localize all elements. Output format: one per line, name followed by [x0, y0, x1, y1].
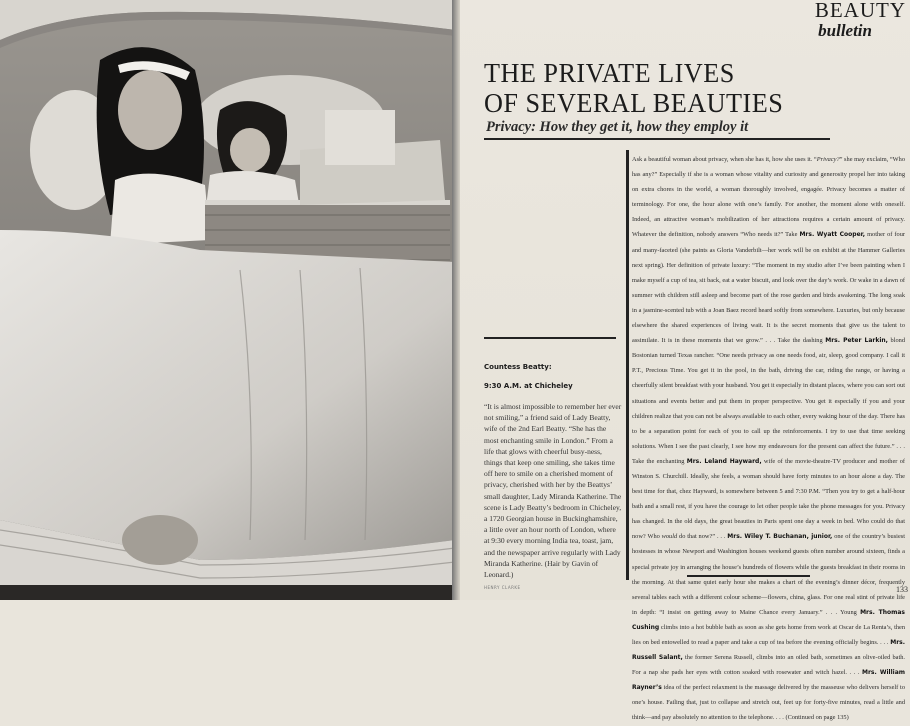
section-subtitle: bulletin [818, 21, 872, 40]
photo-credit: HENRY CLARKE [484, 585, 521, 591]
page-number: 133 [896, 585, 908, 594]
article-body [632, 152, 905, 726]
caption-subheading: 9:30 A.M. at Chicheley [484, 382, 573, 390]
person-name: Mrs. Wiley T. Buchanan, junior, [727, 533, 833, 541]
person-name: Mrs. Thomas Cushing [632, 608, 905, 631]
body-text: one of the country’s busiest hostesses in whose Newport and Washington houses weekend guests often number around sixteen, finds a special private joy in arranging the house’s hundreds of flowers while the guests breakfast in their rooms in the morning. At that same quiet early hour she makes a chart of the evening’s dinner décor, frequently several tables each with a different colour scheme—flowers, china, glass. For one real stint of private life in depth: “I insist on getting away to Maine Chance every January.” . . . Young [632, 533, 905, 616]
article-subtitle: Privacy: How they get it, how they employ it [486, 119, 749, 135]
title-line-2: OF SEVERAL BEAUTIES [484, 88, 784, 118]
caption-text: “It is almost impossible to remember her ever not smiling,” a friend said of Lady Beatty, wife of the 2nd Earl Beatty. “She has the most enchanting smile in London.” From a life that glows with cheerful busy-ness, things that keep one smiling, she takes time off here to smile on a cherished moment of privacy, cherished with her by the Beattys’ small daughter, Lady Miranda Katherine. The scene is Lady Beatty’s bedroom in Chicheley, a 1720 Georgian house in Buckinghamshire, a little over an hour north of London, where at 9:30 every morning India tea, toast, jam, and the newspaper arrive regularly with Lady Miranda Katherine. (Hair by Gavin of Leonard.) [484, 402, 622, 580]
emphasis: would [661, 533, 678, 541]
section-title: BEAUTY [814, 0, 906, 22]
title-line-1: THE PRIVATE LIVES [484, 58, 735, 88]
body-text: mother of four and many-faceted (she paints as Gloria Vanderbilt—her work will be on exhibit at the Hammer Galleries next spring). Her definition of private luxury: “The moment in my studio after I’ve been painting when I make myself a cup of tea, sit back, eat a water biscuit, and look over the day’s work. Or wake in a dawn of summer with children still asleep and become part of the rose garden and birds awakening. The long soak in a jasmine-scented tub with a Joan Baez record heard softly from somewhere. Luxuries, but only because elsewhere the shared experiences of living wait. It is the secret moments that give us the talent to assimilate. It is in these moments that we grow.” . . . Take the dashing [632, 231, 906, 345]
body-text: wife of the movie-theatre-TV producer and mother of Winston S. Churchill. Ideally, she feels, a woman should have forty minutes to an hour alone a day. The best time for that, chez Hayward, is somewhere between 5 and 7:30 P.M. “Then you try to get a half-hour bath and a small rest, if you have the courage to let other people take the phone messages for you. Privacy has changed. In the old days, the great beauties in Paris spent one day a week in bed. Who could do that now? Who [632, 457, 905, 541]
body-text: climbs into a hot bubble bath as soon as she gets home from work at Oscar de La Renta’s, then lies on bed entowelled to read a paper and take a cup of tea before the evening officially begins. . . . [632, 623, 905, 646]
person-name: Mrs. Wyatt Cooper, [799, 231, 866, 239]
article-page [460, 0, 910, 722]
body-text: blond Bostonian turned Texas rancher. “One needs privacy as one needs food, air, sleep, good company. I call it P.T., Precious Time. You get it in the pool, in the bath, driving the car, riding the range, or having a cheerfully silent breakfast with your husband. You get it especially in distant places, where you can sort out situations and events better and put them in proper perspective. You get it especially if you and your children realize that you can not be always available to each other, every waking hour of the day. There has to be a separation point for each of you to call up the reinforcements. I try to use that time seeking solutions. When I see the past clearly, I see how my endeavours for the present can affect the future.” . . . Take the enchanting [632, 337, 905, 465]
bedroom-photograph [0, 0, 456, 600]
person-name: Mrs. Russell Salant, [632, 639, 905, 662]
end-rule [687, 575, 810, 577]
body-text: ” she may exclaim, “Who has any?” Especially if she is a woman whose vitality and curiosity and generosity propel her into taking on extra chores in the world, a woman thoroughly involved, engagée. Privacy becomes a matter of terminology. For one, the hour alone with one’s family. For another, the moment alone with oneself. Indeed, an attractive woman’s mobilization of her attractions requires a certain amount of privacy. Whatever the definition, nobody answers “Who needs it?” Take [632, 156, 906, 239]
body-text: idea of the perfect relaxment is the massage delivered by the masseuse who delivers herself to one’s house. Failing that, just to collapse and stretch out, feet up for forty-five minutes, read a little and think—and pay absolutely no attention to the telephone. . . . (Continued on page 135) [632, 684, 905, 722]
caption-rule [484, 337, 616, 339]
body-text: Ask a beautiful woman about privacy, when she has it, how she uses it. “ [632, 156, 817, 163]
body-text: do that now?” . . . [677, 533, 728, 541]
body-text: the former Serena Russell, climbs into an oiled bath, sometimes an olive-oiled bath. For a nap she pads her eyes with cotton soaked with rosewater and witch hazel. . . . [632, 654, 905, 677]
photo-caption [484, 362, 622, 590]
article-title [484, 58, 783, 118]
person-name: Mrs. Leland Hayward, [686, 457, 762, 465]
person-name: Mrs. William Rayner’s [632, 669, 905, 692]
person-name: Mrs. Peter Larkin, [825, 337, 888, 345]
title-rule [484, 138, 830, 140]
emphasis: Privacy? [816, 156, 840, 163]
caption-heading: Countess Beatty: [484, 363, 552, 371]
column-rule [626, 150, 629, 580]
